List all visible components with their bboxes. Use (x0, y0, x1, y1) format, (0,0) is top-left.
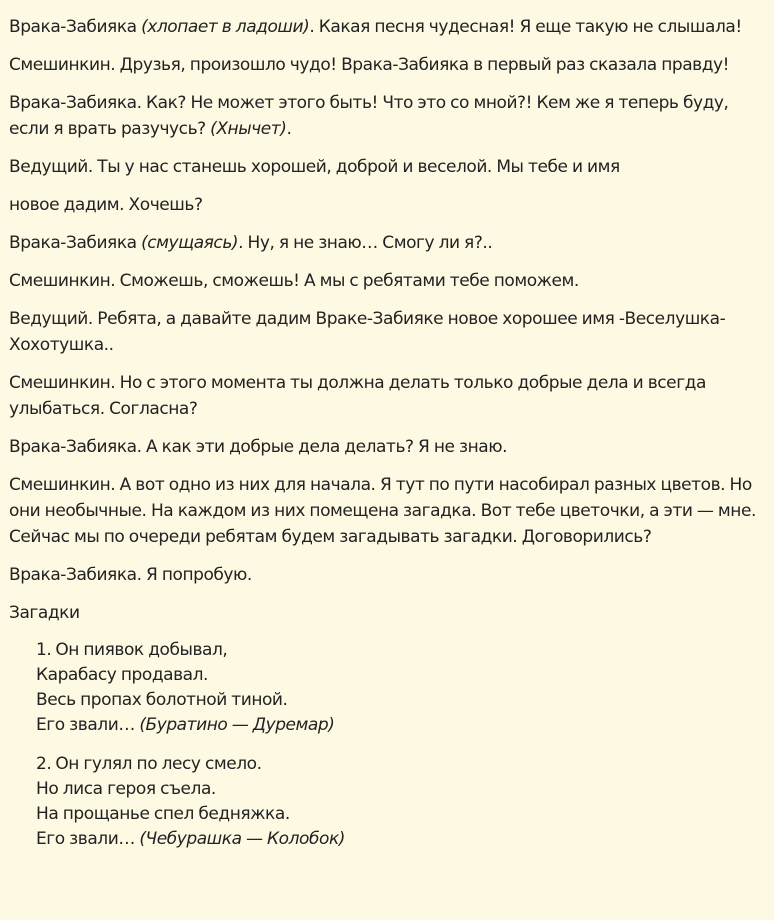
heading-text: Загадки (9, 603, 80, 623)
paragraph-7 (9, 268, 764, 294)
paragraph-1 (9, 14, 764, 40)
riddle-answer: (Чебурашка — Колобок) (139, 829, 345, 849)
speaker-line: Смешинкин. А вот одно из них для начала. Я тут по пути насобирал разных цветов. Но они необычные. На каждом из них помещена загадка. Вот тебе цветочки, а эти — мне. Сейчас мы по очереди ребятам будем загадывать загадки. Договорились? (9, 475, 756, 547)
paragraph-2 (9, 52, 764, 78)
section-heading-riddles (9, 600, 764, 626)
paragraph-11 (9, 472, 764, 550)
stage-direction: (смущаясь) (141, 233, 239, 253)
paragraph-10 (9, 434, 764, 460)
speaker-line: Врака-Забияка (9, 233, 142, 253)
stage-direction: (хлопает в ладоши) (141, 17, 310, 37)
paragraph-12 (9, 562, 764, 588)
riddle-line (36, 713, 764, 738)
riddle-line (36, 752, 764, 777)
riddle-line: Но лиса героя съела. (36, 779, 216, 799)
riddle-text: Его звали… (36, 715, 140, 735)
riddle-1 (36, 638, 764, 738)
riddle-line (36, 638, 764, 663)
riddle-line: На прощанье спел бедняжка. (36, 804, 290, 824)
speaker-line-continued: . (286, 119, 292, 139)
riddle-number: 1. (36, 640, 52, 660)
paragraph-6 (9, 230, 764, 256)
riddle-line: Карабасу продавал. (36, 665, 208, 685)
paragraph-5 (9, 192, 764, 218)
paragraph-9 (9, 370, 764, 422)
riddle-answer: (Буратино — Дуремар) (139, 715, 335, 735)
speaker-line: Ведущий. Ты у нас станешь хорошей, доброй и веселой. Мы тебе и имя (9, 157, 620, 177)
speaker-line: Смешинкин. Друзья, произошло чудо! Врака-Забияка в первый раз сказала правду! (9, 55, 730, 75)
speaker-line: Ведущий. Ребята, а давайте дадим Враке-Забияке новое хорошее имя -Веселушка-Хохотушка.. (9, 309, 726, 355)
riddle-text: Он пиявок добывал, (55, 640, 228, 660)
riddle-text: Его звали… (36, 829, 140, 849)
speaker-line: Врака-Забияка. А как эти добрые дела делать? Я не знаю. (9, 437, 508, 457)
paragraph-8 (9, 306, 764, 358)
speaker-line: Смешинкин. Сможешь, сможешь! А мы с ребятами тебе поможем. (9, 271, 579, 291)
speaker-line: Врака-Забияка. Я попробую. (9, 565, 252, 585)
riddle-2 (36, 752, 764, 852)
paragraph-3 (9, 90, 764, 142)
stage-direction: (Хнычет) (210, 119, 287, 139)
speaker-line: Врака-Забияка (9, 17, 142, 37)
speaker-line: Врака-Забияка. Как? Не может этого быть! Что это со мной?! Кем же я теперь буду, если я врать разучусь? (9, 93, 729, 139)
riddle-line: Весь пропах болотной тиной. (36, 690, 288, 710)
riddle-line (36, 827, 764, 852)
speaker-line: новое дадим. Хочешь? (9, 195, 203, 215)
speaker-line-continued: . Ну, я не знаю… Смогу ли я?.. (238, 233, 493, 253)
paragraph-4 (9, 154, 764, 180)
speaker-line: Смешинкин. Но с этого момента ты должна делать только добрые дела и всегда улыбаться. Согласна? (9, 373, 706, 419)
speaker-line-continued: . Какая песня чудесная! Я еще такую не слышала! (309, 17, 742, 37)
riddle-text: Он гулял по лесу смело. (55, 754, 262, 774)
riddle-number: 2. (36, 754, 52, 774)
